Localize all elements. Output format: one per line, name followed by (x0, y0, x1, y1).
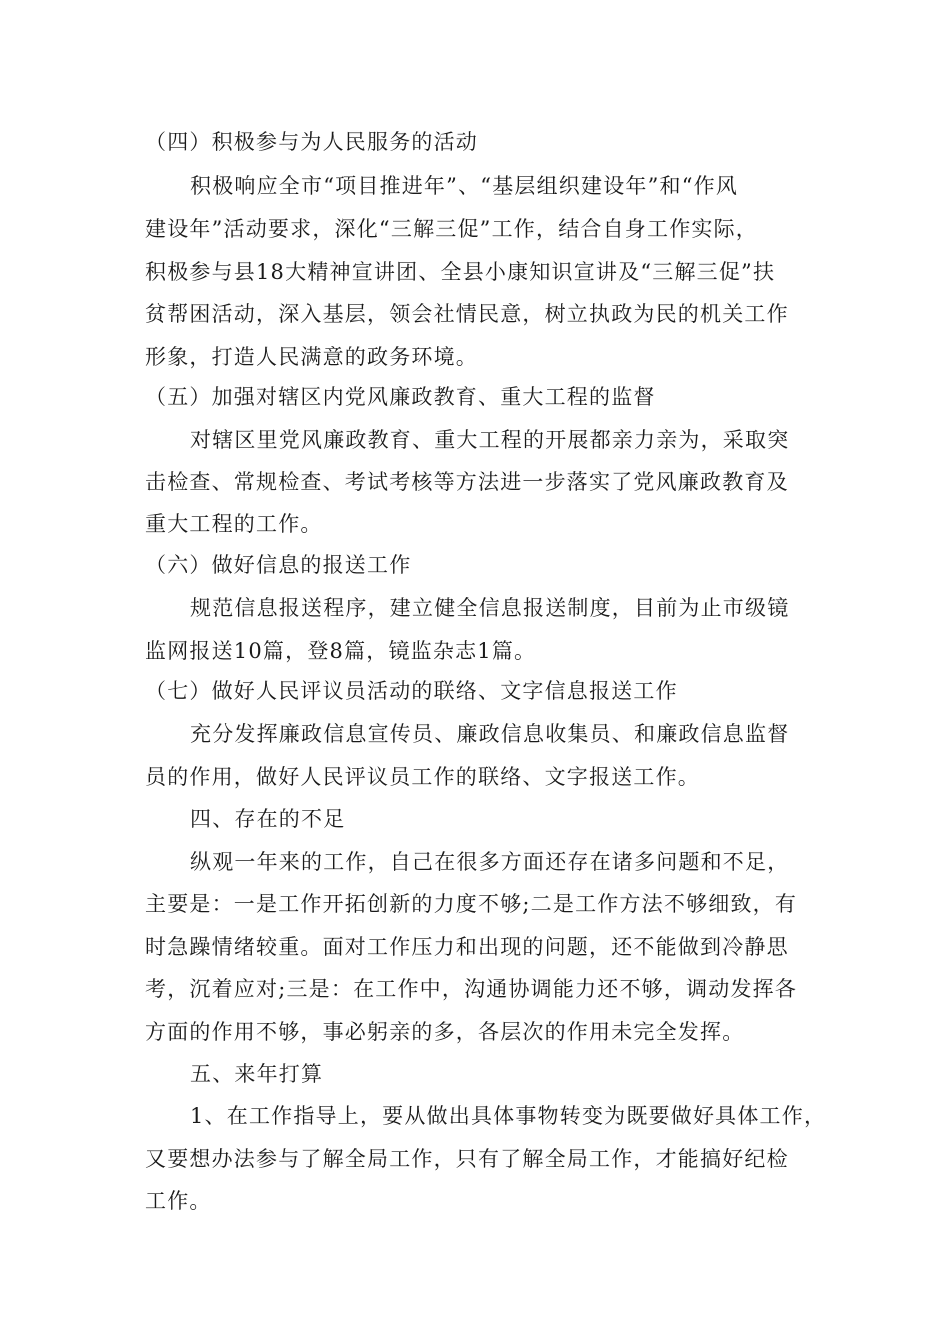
paragraph-line: 1、在工作指导上，要从做出具体事物转变为既要做好具体工作， (190, 1104, 827, 1128)
paragraph-line: 考，沉着应对;三是：在工作中，沟通协调能力还不够，调动发挥各 (145, 977, 798, 1001)
section-heading-five: 五、来年打算 (190, 1062, 324, 1086)
section-heading-5: （五）加强对辖区内党风廉政教育、重大工程的监督 (145, 385, 656, 409)
paragraph-line: 重大工程的工作。 (145, 512, 323, 536)
paragraph-line: 方面的作用不够，事必躬亲的多，各层次的作用未完全发挥。 (145, 1020, 745, 1044)
paragraph-line: 规范信息报送程序，建立健全信息报送制度，目前为止市级镜 (190, 596, 790, 620)
paragraph-line: 员的作用，做好人民评议员工作的联络、文字报送工作。 (145, 765, 700, 789)
paragraph-line: 形象，打造人民满意的政务环境。 (145, 345, 478, 369)
paragraph-line: 工作。 (145, 1189, 212, 1213)
paragraph-line: 充分发挥廉政信息宣传员、廉政信息收集员、和廉政信息监督 (190, 722, 790, 746)
paragraph-line: 对辖区里党风廉政教育、重大工程的开展都亲力亲为，采取突 (190, 428, 790, 452)
section-heading-6: （六）做好信息的报送工作 (145, 553, 412, 577)
paragraph-line: 又要想办法参与了解全局工作，只有了解全局工作，才能搞好纪检 (145, 1147, 789, 1171)
section-heading-7: （七）做好人民评议员活动的联络、文字信息报送工作 (145, 679, 678, 703)
paragraph-line: 主要是：一是工作开拓创新的力度不够;二是工作方法不够细致，有 (145, 892, 798, 916)
paragraph-line: 时急躁情绪较重。面对工作压力和出现的问题，还不能做到冷静思 (145, 935, 789, 959)
paragraph-line: 积极参与县18大精神宣讲团、全县小康知识宣讲及“三解三促”扶 (145, 260, 776, 284)
paragraph-line: 监网报送10篇，登8篇，镜监杂志1篇。 (145, 639, 537, 663)
paragraph-line: 击检查、常规检查、考试考核等方法进一步落实了党风廉政教育及 (145, 470, 789, 494)
paragraph-line: 纵观一年来的工作，自己在很多方面还存在诸多问题和不足， (190, 850, 790, 874)
paragraph-line: 贫帮困活动，深入基层，领会社情民意，树立执政为民的机关工作 (145, 302, 789, 326)
section-heading-4: （四）积极参与为人民服务的活动 (145, 130, 478, 154)
paragraph-line: 积极响应全市“项目推进年”、“基层组织建设年”和“作风 (190, 174, 739, 198)
section-heading-four: 四、存在的不足 (190, 807, 346, 831)
paragraph-line: 建设年”活动要求，深化“三解三促”工作，结合自身工作实际， (145, 217, 759, 241)
